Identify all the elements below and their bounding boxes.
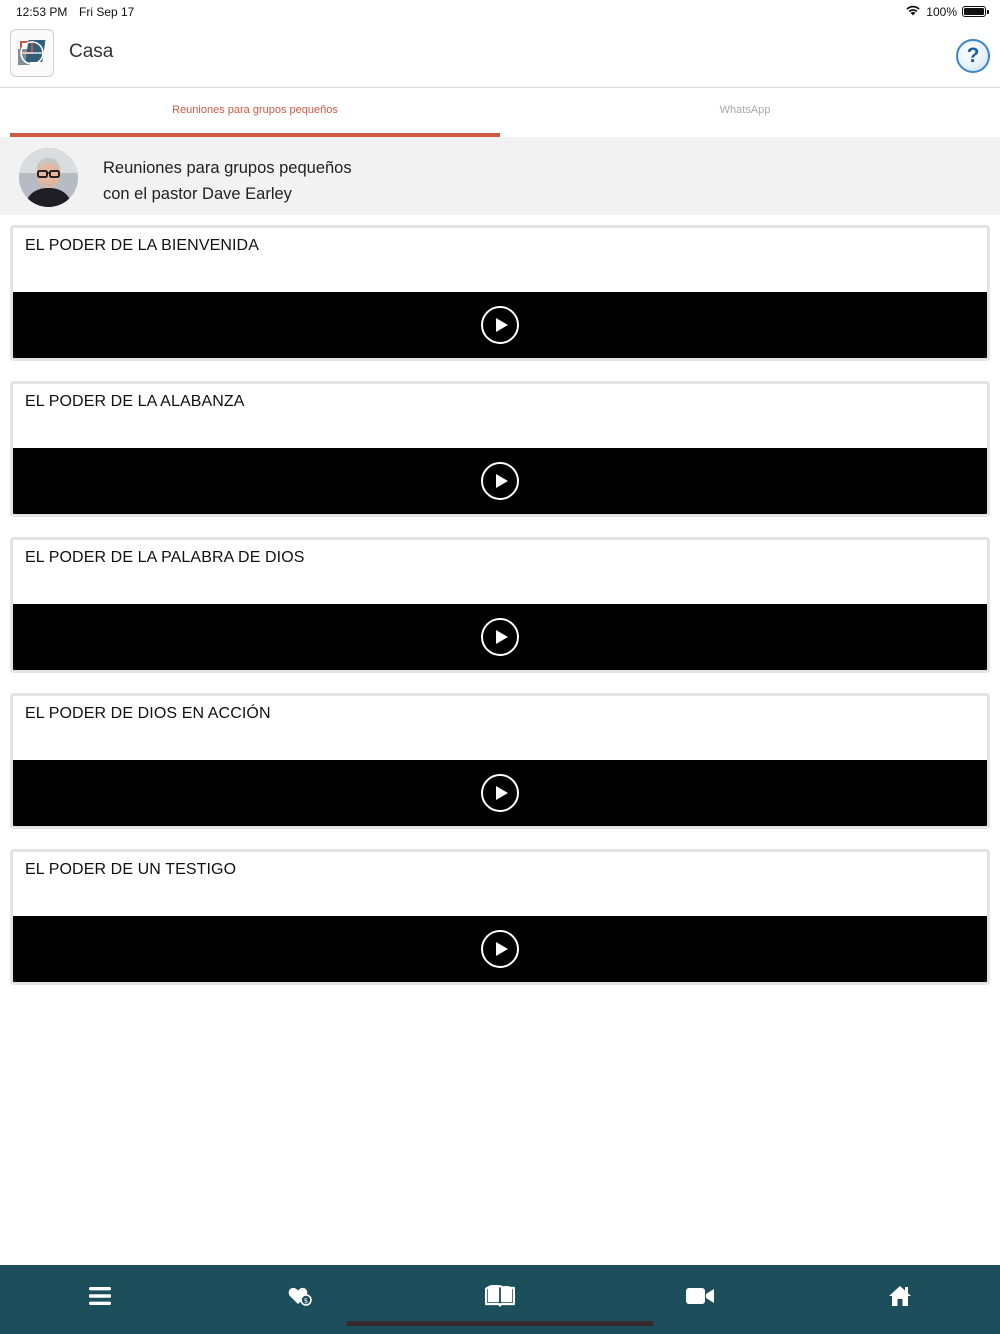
video-card (10, 693, 990, 829)
home-icon[interactable] (882, 1281, 918, 1311)
intro-line-1: Reuniones para grupos pequeños (103, 159, 352, 177)
page-title: Casa (69, 41, 114, 62)
app-logo[interactable] (10, 29, 54, 77)
status-right (905, 4, 986, 19)
battery-percent: 100% (926, 4, 957, 19)
video-player[interactable] (13, 760, 987, 826)
svg-text:$: $ (303, 1296, 309, 1305)
avatar (19, 148, 78, 207)
play-button[interactable] (481, 774, 519, 812)
book-icon[interactable] (482, 1281, 518, 1311)
home-indicator[interactable] (346, 1321, 654, 1326)
help-icon: ? (966, 44, 980, 67)
play-icon (495, 317, 509, 333)
heart-donate-icon[interactable] (282, 1281, 318, 1311)
tab-whatsapp[interactable]: WhatsApp (719, 104, 771, 116)
video-card (10, 381, 990, 517)
play-button[interactable] (481, 462, 519, 500)
video-title: EL PODER DE LA ALABANZA (25, 393, 245, 410)
menu-icon[interactable] (82, 1281, 118, 1311)
tab-bar (0, 88, 1000, 137)
video-title: EL PODER DE UN TESTIGO (25, 861, 237, 878)
play-button[interactable] (481, 930, 519, 968)
video-title: EL PODER DE LA BIENVENIDA (25, 237, 259, 254)
intro-text (103, 155, 352, 207)
play-button[interactable] (481, 306, 519, 344)
status-time: 12:53 PM (16, 5, 68, 19)
play-icon (495, 473, 509, 489)
video-player[interactable] (13, 448, 987, 514)
play-button[interactable] (481, 618, 519, 656)
tab-small-group-meetings[interactable]: Reuniones para grupos pequeños (10, 88, 500, 137)
wifi-icon (905, 4, 921, 19)
video-card (10, 849, 990, 985)
battery-icon (962, 6, 986, 17)
video-player[interactable] (13, 292, 987, 358)
play-icon (495, 941, 509, 957)
video-title: EL PODER DE LA PALABRA DE DIOS (25, 549, 305, 566)
play-icon (495, 785, 509, 801)
logo-icon (15, 36, 49, 70)
help-button[interactable] (956, 39, 990, 73)
video-camera-icon[interactable] (682, 1281, 718, 1311)
video-card (10, 537, 990, 673)
status-date: Fri Sep 17 (79, 5, 135, 19)
intro-line-2: con el pastor Dave Earley (103, 185, 292, 203)
video-player[interactable] (13, 916, 987, 982)
intro-banner (0, 137, 1000, 215)
video-card (10, 225, 990, 361)
play-icon (495, 629, 509, 645)
video-title: EL PODER DE DIOS EN ACCIÓN (25, 705, 271, 722)
app-header (0, 24, 1000, 88)
video-player[interactable] (13, 604, 987, 670)
status-bar (0, 0, 1000, 24)
